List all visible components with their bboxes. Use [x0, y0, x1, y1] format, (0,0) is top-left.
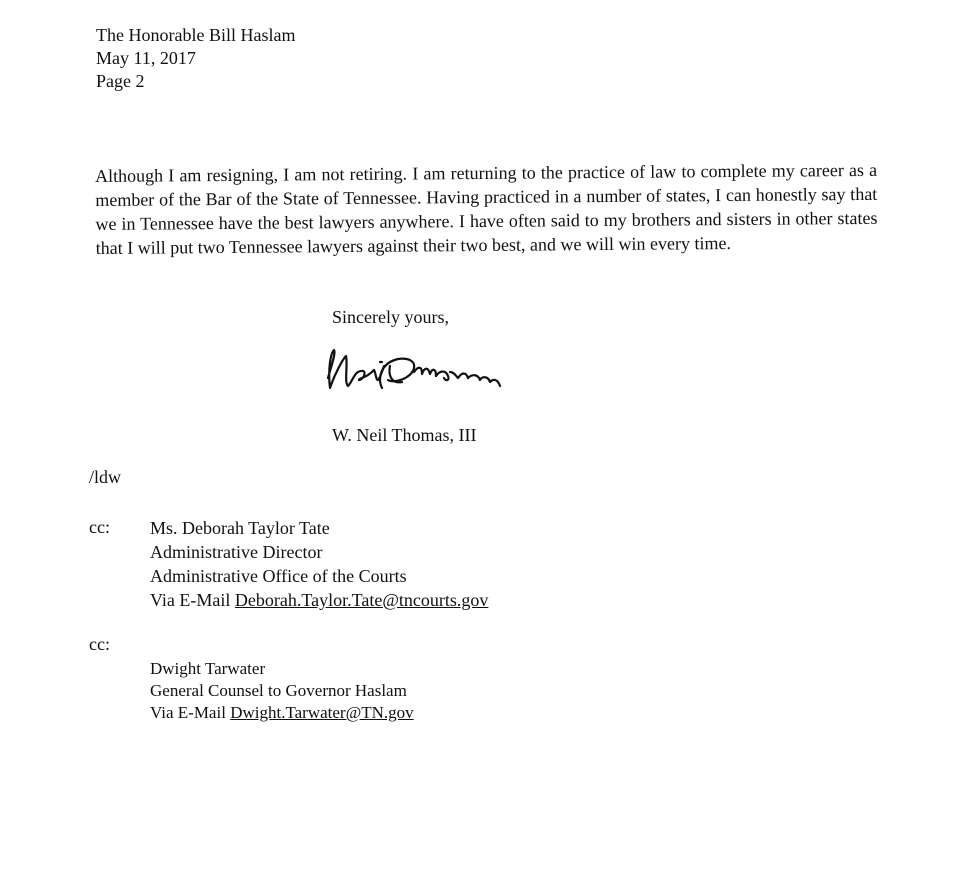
cc-name: Dwight Tarwater — [150, 659, 266, 678]
body-paragraph: Although I am resigning, I am not retiring. I am returning to the practice of law to complete my career as a member of the Bar of the State of Tennessee. Having practiced in a number of states, I can honestly say that we in Tennessee have the best lawyers anywhere. I have often said to my brothers and sisters in other states that I will put two Tennessee lawyers against their two best, and we will win every time. — [95, 159, 878, 258]
cc-recipient-tarwater — [150, 658, 414, 724]
closing-salutation: Sincerely yours, — [332, 307, 449, 327]
email-link-tate[interactable]: Deborah.Taylor.Tate@tncourts.gov — [234, 590, 489, 610]
recipient-line: The Honorable Bill Haslam — [96, 25, 296, 45]
handwritten-signature — [318, 342, 508, 406]
cc-email-line — [150, 702, 414, 724]
cc-name: Ms. Deborah Taylor Tate — [150, 518, 330, 538]
cc-title: General Counsel to Governor Haslam — [150, 681, 407, 700]
cc-title: Administrative Director — [150, 542, 323, 562]
cc-email-line — [150, 588, 488, 612]
typist-initials: /ldw — [89, 467, 122, 487]
page-number: Page 2 — [96, 71, 145, 91]
date-line: May 11, 2017 — [96, 48, 196, 68]
signer-name: W. Neil Thomas, III — [332, 425, 477, 445]
cc-label: cc: — [89, 634, 110, 654]
cc-via-label: Via E-Mail — [150, 703, 226, 722]
cc-organization: Administrative Office of the Courts — [150, 566, 407, 586]
cc-label: cc: — [89, 517, 110, 537]
cc-via-label: Via E-Mail — [150, 590, 231, 610]
letter-header — [96, 24, 295, 93]
cc-recipient-tate — [150, 516, 488, 612]
email-link-tarwater[interactable]: Dwight.Tarwater@TN.gov — [230, 703, 414, 722]
